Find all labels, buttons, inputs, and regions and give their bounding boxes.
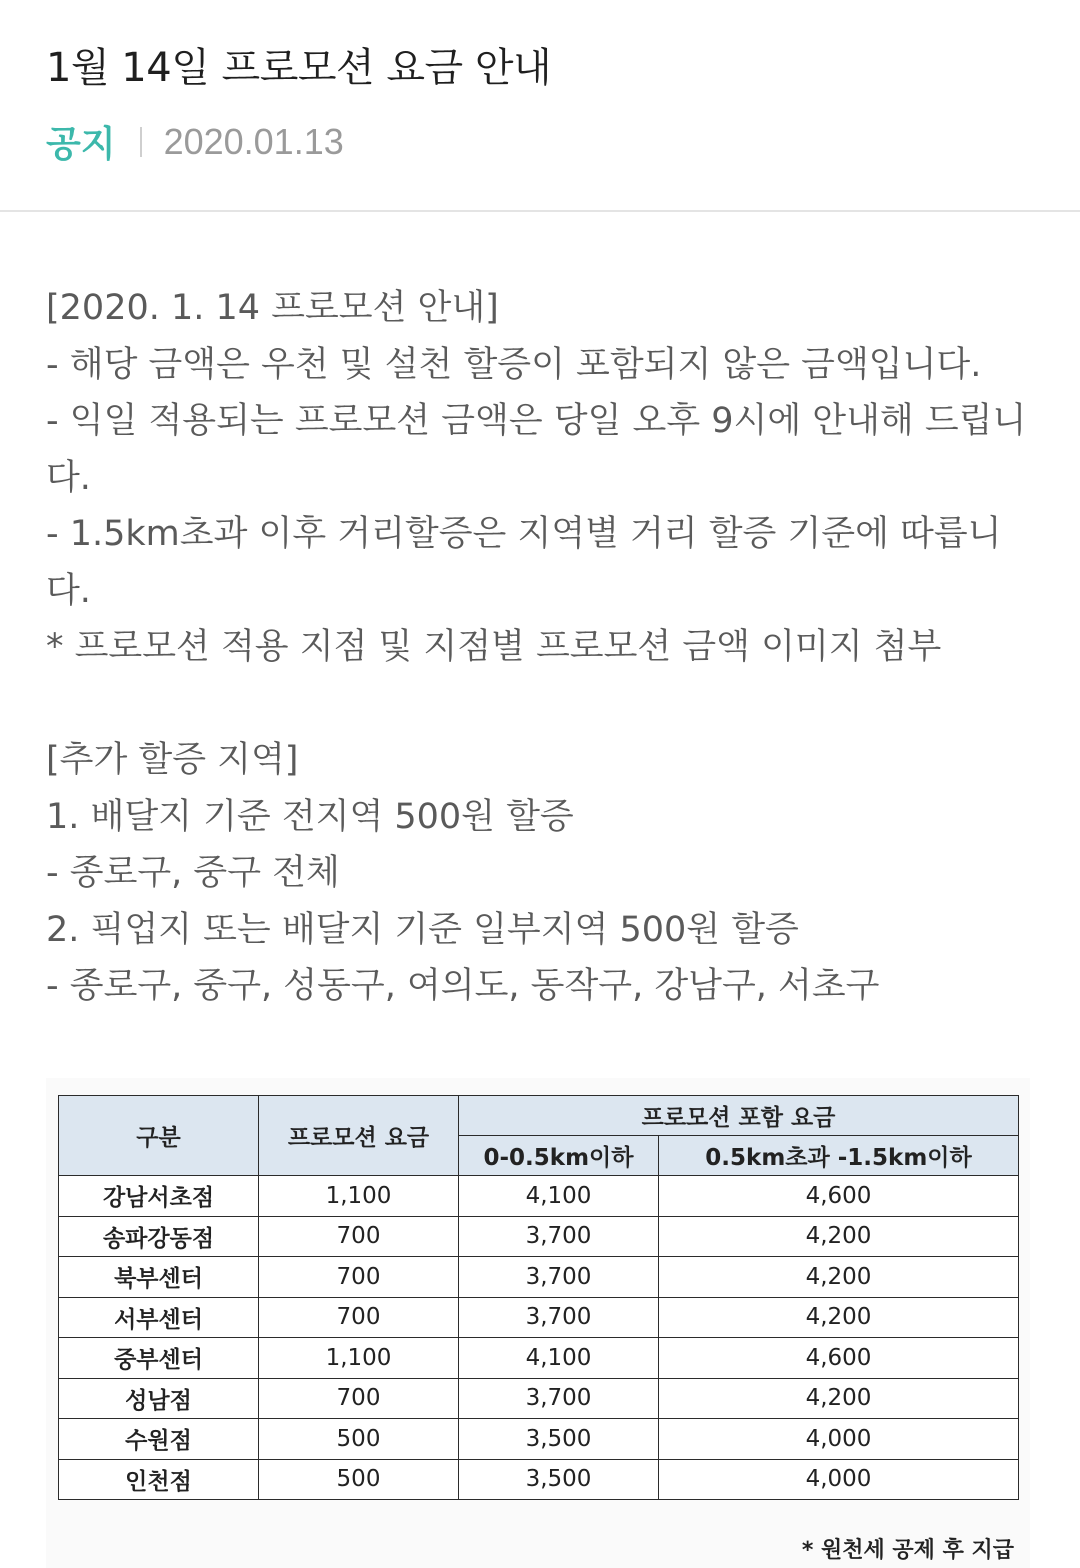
branch-name: 송파강동점 bbox=[59, 1216, 259, 1257]
body-line: 다. bbox=[46, 457, 91, 498]
promo-fee-cell: 700 bbox=[259, 1216, 459, 1257]
category-badge[interactable]: 공지 bbox=[46, 124, 116, 165]
body-line: [2020. 1. 14 프로모션 안내] bbox=[46, 288, 499, 328]
header-included-fee: 프로모션 포함 요금 bbox=[459, 1096, 1019, 1136]
branch-name: 성남점 bbox=[59, 1378, 259, 1419]
post-meta bbox=[46, 116, 344, 167]
table-row bbox=[59, 1216, 1019, 1257]
body-line: - 종로구, 중구 전체 bbox=[46, 853, 340, 893]
table-row bbox=[59, 1459, 1019, 1500]
body-line: [추가 할증 지역] bbox=[46, 740, 299, 780]
range1-fee-cell: 3,700 bbox=[459, 1378, 659, 1419]
promo-fee-cell: 500 bbox=[259, 1459, 459, 1500]
branch-name: 중부센터 bbox=[59, 1338, 259, 1379]
branch-name: 수원점 bbox=[59, 1419, 259, 1460]
promo-fee-cell: 500 bbox=[259, 1419, 459, 1460]
range2-fee-cell: 4,200 bbox=[659, 1216, 1019, 1257]
body-line bbox=[46, 676, 1041, 733]
post-header bbox=[0, 0, 1080, 212]
range2-fee-cell: 4,000 bbox=[659, 1459, 1019, 1500]
rate-table bbox=[58, 1095, 1019, 1500]
promo-fee-cell: 700 bbox=[259, 1297, 459, 1338]
body-line: 다. bbox=[46, 570, 91, 611]
range1-fee-cell: 3,700 bbox=[459, 1257, 659, 1298]
range1-fee-cell: 3,500 bbox=[459, 1419, 659, 1460]
header-range-1: 0-0.5km이하 bbox=[459, 1136, 659, 1176]
body-line: - 종로구, 중구, 성동구, 여의도, 동작구, 강남구, 서초구 bbox=[46, 966, 880, 1006]
range2-fee-cell: 4,000 bbox=[659, 1419, 1019, 1460]
range1-fee-cell: 3,700 bbox=[459, 1216, 659, 1257]
body-line: - 1.5km초과 이후 거리할증은 지역별 거리 할증 기준에 따릅니 bbox=[46, 514, 1002, 554]
body-line: 2. 픽업지 또는 배달지 기준 일부지역 500원 할증 bbox=[46, 909, 799, 950]
table-row bbox=[59, 1297, 1019, 1338]
range1-fee-cell: 3,500 bbox=[459, 1459, 659, 1500]
range2-fee-cell: 4,200 bbox=[659, 1378, 1019, 1419]
post-date: 2020.01.13 bbox=[163, 120, 344, 162]
range2-fee-cell: 4,600 bbox=[659, 1176, 1019, 1217]
table-row bbox=[59, 1378, 1019, 1419]
branch-name: 서부센터 bbox=[59, 1297, 259, 1338]
range1-fee-cell: 3,700 bbox=[459, 1297, 659, 1338]
table-row bbox=[59, 1257, 1019, 1298]
header-promo-fee: 프로모션 요금 bbox=[259, 1096, 459, 1176]
promo-fee-cell: 700 bbox=[259, 1378, 459, 1419]
header-range-2: 0.5km초과 -1.5km이하 bbox=[659, 1136, 1019, 1176]
range1-fee-cell: 4,100 bbox=[459, 1176, 659, 1217]
header-category: 구분 bbox=[59, 1096, 259, 1176]
range2-fee-cell: 4,600 bbox=[659, 1338, 1019, 1379]
body-line: - 익일 적용되는 프로모션 금액은 당일 오후 9시에 안내해 드립니 bbox=[46, 401, 1027, 441]
meta-divider bbox=[140, 127, 142, 157]
branch-name: 강남서초점 bbox=[59, 1176, 259, 1217]
range2-fee-cell: 4,200 bbox=[659, 1297, 1019, 1338]
promo-fee-cell: 1,100 bbox=[259, 1176, 459, 1217]
promo-fee-cell: 700 bbox=[259, 1257, 459, 1298]
branch-name: 인천점 bbox=[59, 1459, 259, 1500]
post-body bbox=[46, 280, 1041, 1015]
table-row bbox=[59, 1338, 1019, 1379]
range2-fee-cell: 4,200 bbox=[659, 1257, 1019, 1298]
body-line: * 프로모션 적용 지점 및 지점별 프로모션 금액 이미지 첨부 bbox=[46, 627, 942, 667]
branch-name: 북부센터 bbox=[59, 1257, 259, 1298]
post-title: 1월 14일 프로모션 요금 안내 bbox=[46, 45, 552, 91]
body-line: 1. 배달지 기준 전지역 500원 할증 bbox=[46, 796, 574, 837]
range1-fee-cell: 4,100 bbox=[459, 1338, 659, 1379]
table-row bbox=[59, 1419, 1019, 1460]
table-footnote: * 원천세 공제 후 지급 bbox=[801, 1538, 1014, 1563]
table-row bbox=[59, 1176, 1019, 1217]
body-line: - 해당 금액은 우천 및 설천 할증이 포함되지 않은 금액입니다. bbox=[46, 344, 982, 385]
promo-fee-cell: 1,100 bbox=[259, 1338, 459, 1379]
rate-table-image bbox=[46, 1078, 1030, 1568]
